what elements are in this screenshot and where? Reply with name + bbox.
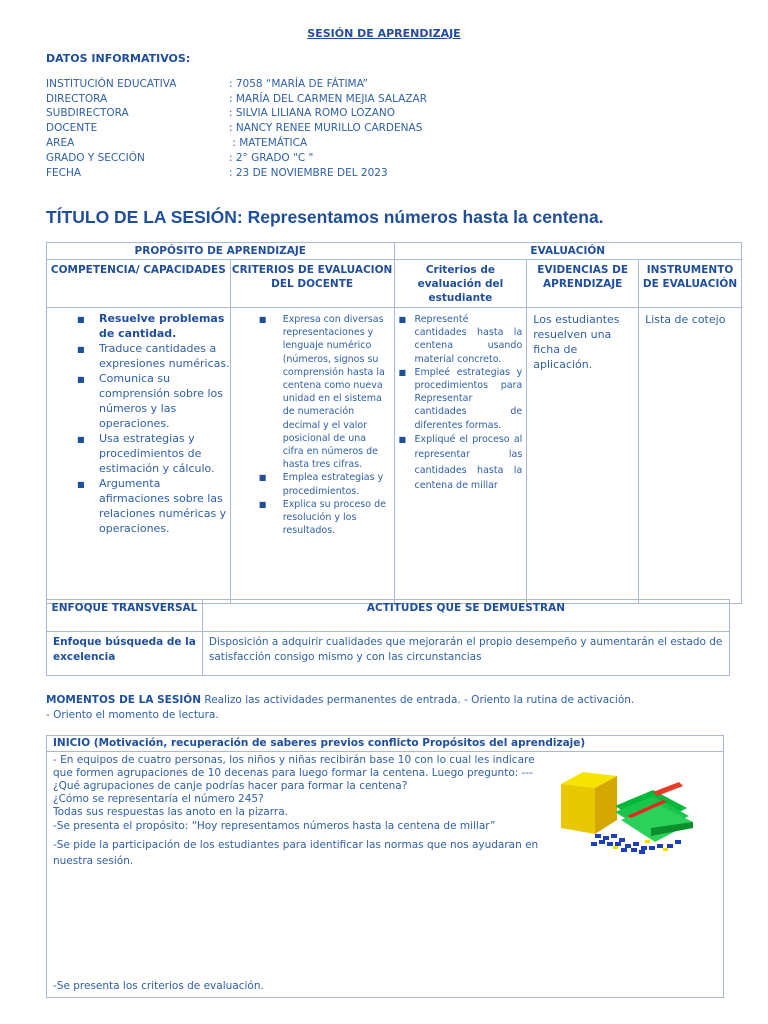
info-row-institucion — [46, 77, 368, 92]
learning-table — [46, 242, 742, 604]
header-competencia: COMPETENCIA/ CAPACIDADES — [47, 260, 231, 308]
momentos-label: MOMENTOS DE LA SESIÓN — [46, 694, 202, 706]
info-row-subdirectora — [46, 106, 395, 121]
info-row-area — [46, 136, 307, 151]
inicio-line: que formen agrupaciones de 10 decenas para luego formar la centena. Luego pregunto: --- — [53, 767, 533, 779]
inicio-line: -Se pide la participación de los estudiantes para identificar las normas que nos ayudaran en — [53, 839, 539, 851]
list-item: ■ Traduce cantidades a expresiones numéricas. — [77, 342, 230, 370]
info-label: INSTITUCIÓN EDUCATIVA — [46, 78, 177, 90]
competencia-cell — [47, 308, 231, 604]
inicio-line-criterios: -Se presenta los criterios de evaluación. — [53, 980, 264, 992]
list-item: ■ Usa estrategias y procedimientos de estimación y cálculo. — [77, 432, 215, 475]
info-label: AREA — [46, 137, 75, 149]
criterio-text: Empleé estrategias y procedimientos para Representar cantidades de diferentes formas. — [414, 366, 523, 431]
list-item: ■ Explica su proceso de resolución y los resultados. — [258, 498, 386, 537]
info-value: : 23 DE NOVIEMBRE DEL 2023 — [229, 167, 388, 179]
document-title: SESIÓN DE APRENDIZAJE — [307, 27, 461, 40]
info-label: DIRECTORA — [46, 93, 108, 105]
info-value: : SILVIA LILIANA ROMO LOZANO — [229, 107, 396, 119]
info-value: : MARÍA DEL CARMEN MEJIA SALAZAR — [229, 93, 428, 105]
inicio-box — [46, 735, 724, 998]
list-item: ■ Resuelve problemas de cantidad. — [77, 312, 225, 340]
criterio-text: Expresa con diversas representaciones y lenguaje numérico (números, signos su comprensión hasta la centena como nueva unidad en el sistema de numeración decimal y el valor posicional de una cifra en números de hasta tres cifras. — [282, 314, 385, 471]
info-value: : NANCY RENEE MURILLO CARDENAS — [229, 122, 423, 134]
list-item: ■ Expliqué el proceso al representar las cantidades hasta la centena de millar — [398, 433, 523, 492]
criterios-estudiante-cell — [394, 308, 527, 604]
datos-heading: DATOS INFORMATIVOS: — [46, 52, 191, 65]
capacidad-text: Traduce cantidades a expresiones numéricas. — [99, 342, 230, 370]
inicio-line: - En equipos de cuatro personas, los niños y niñas recibirán base 10 con lo cual les indicare — [53, 754, 535, 766]
info-label: DOCENTE — [46, 122, 98, 134]
actitud-cell: Disposición a adquirir cualidades que mejorarán el propio desempeño y aumentarán el estado de satisfacción consigo mismo y con las circunstancias — [202, 632, 729, 676]
session-title: TÍTULO DE LA SESIÓN: Representamos números hasta la centena. — [46, 207, 604, 227]
inicio-line: ¿Qué agrupaciones de canje podrías hacer para formar la centena? — [53, 780, 408, 792]
evidencias-cell: Los estudiantes resuelven una ficha de aplicación. — [527, 308, 639, 604]
header-criterios-estudiante: Criterios de evaluación del estudiante — [394, 260, 527, 308]
header-instrumento: INSTRUMENTO DE EVALUACIÓN — [639, 260, 742, 308]
info-row-directora — [46, 92, 427, 107]
capacidad-text: Argumenta afirmaciones sobre las relaciones numéricas y operaciones. — [99, 477, 227, 535]
header-actitudes: ACTITUDES QUE SE DEMUESTRAN — [202, 600, 729, 632]
momentos-text-2: - Oriento el momento de lectura. — [46, 709, 219, 721]
list-item: ■ Empleé estrategias y procedimientos para Representar cantidades de diferentes formas. — [398, 366, 523, 431]
info-value: : MATEMÁTICA — [229, 137, 308, 149]
info-row-grado — [46, 151, 313, 166]
momentos-section — [46, 693, 746, 723]
header-enfoque: ENFOQUE TRANSVERSAL — [47, 600, 203, 632]
list-item: ■ Comunica su comprensión sobre los números y las operaciones. — [77, 372, 223, 430]
criterio-text: Emplea estrategias y procedimientos. — [282, 472, 384, 497]
inicio-line: Todas sus respuestas las anoto en la pizarra. — [53, 806, 288, 818]
inicio-heading: INICIO (Motivación, recuperación de saberes previos conflicto Propósitos del aprendizaje) — [47, 736, 723, 752]
competencia-title: Resuelve problemas de cantidad — [99, 312, 225, 340]
list-item: ■ Representé cantidades hasta la centena usando material concreto. — [398, 314, 523, 365]
header-criterios-docente: CRITERIOS DE EVALUACION DEL DOCENTE — [230, 260, 394, 308]
criterios-docente-cell — [230, 308, 394, 604]
info-value: : 2° GRADO "C " — [229, 152, 314, 164]
info-row-docente — [46, 121, 422, 136]
header-evaluacion: EVALUACIÓN — [394, 243, 741, 260]
momentos-text: Realizo las actividades permanentes de entrada. - Oriento la rutina de activación. — [201, 694, 635, 706]
info-label: FECHA — [46, 167, 82, 179]
header-proposito: PROPÓSITO DE APRENDIZAJE — [47, 243, 395, 260]
criterio-text: Representé cantidades hasta la centena usando material concreto. — [414, 314, 523, 365]
criterio-text: Explica su proceso de resolución y los resultados. — [282, 498, 386, 537]
enfoque-table — [46, 599, 730, 676]
enfoque-cell: Enfoque búsqueda de la excelencia — [47, 632, 203, 676]
info-label: GRADO Y SECCIÓN — [46, 152, 145, 164]
inicio-line: ¿Cómo se representaría el número 245? — [53, 793, 264, 805]
capacidad-text: Usa estrategias y procedimientos de estimación y cálculo. — [99, 432, 215, 475]
list-item: ■ Emplea estrategias y procedimientos. — [258, 472, 384, 497]
header-evidencias: EVIDENCIAS DE APRENDIZAJE — [527, 260, 639, 308]
list-item: ■ Argumenta afirmaciones sobre las relaciones numéricas y operaciones. — [77, 477, 227, 535]
inicio-line: -Se presenta el propósito: “Hoy representamos números hasta la centena de millar” — [53, 820, 496, 832]
info-label: SUBDIRECTORA — [46, 107, 129, 119]
inicio-line: nuestra sesión. — [53, 855, 134, 867]
info-value: : 7058 “MARÍA DE FÁTIMA” — [229, 78, 368, 90]
base-ten-blocks-image — [555, 762, 705, 860]
criterio-text: Expliqué el proceso al representar las cantidades hasta la centena de millar — [414, 433, 523, 492]
info-row-fecha — [46, 166, 388, 181]
capacidad-text: Comunica su comprensión sobre los números y las operaciones. — [99, 372, 223, 430]
list-item: ■ Expresa con diversas representaciones y lenguaje numérico (números, signos su comprensión hasta la centena como nueva unidad en el sistema de numeración decimal y el valor posicional de una cifra en números de hasta tres cifras. — [258, 314, 385, 471]
instrumento-cell: Lista de cotejo — [639, 308, 742, 604]
